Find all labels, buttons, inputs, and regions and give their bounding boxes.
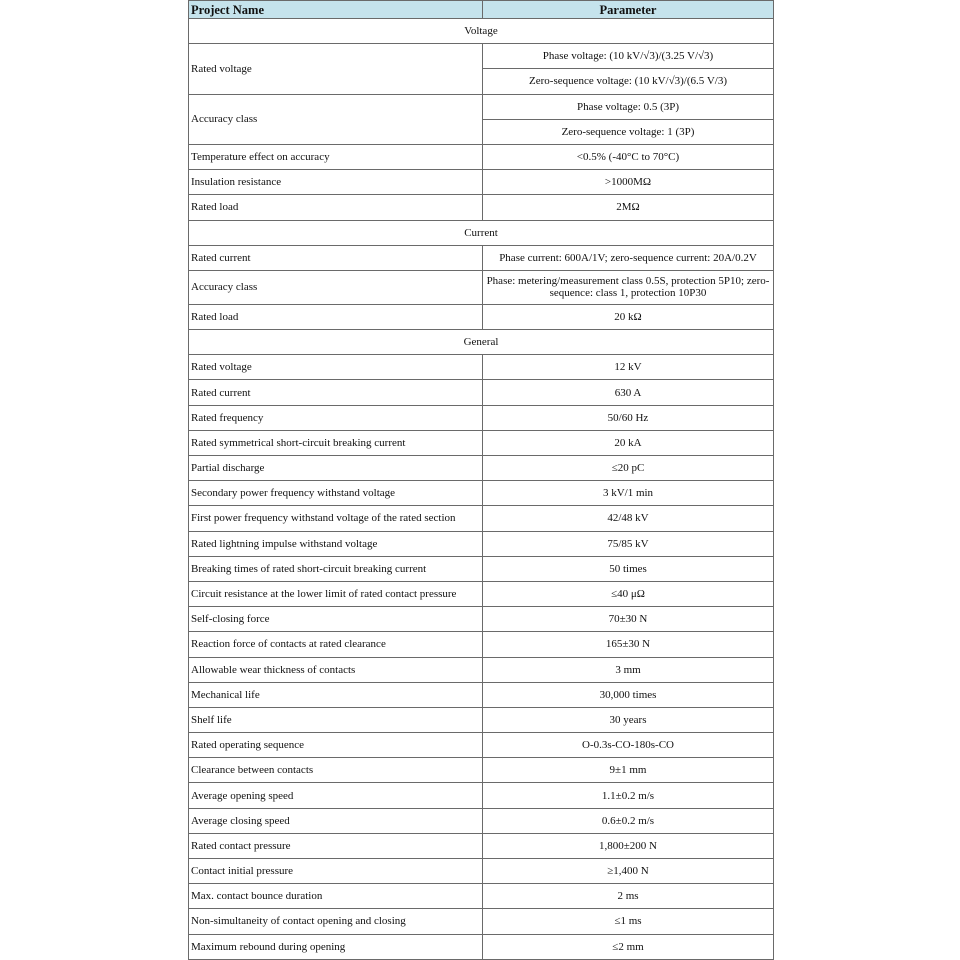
- row-label: Average opening speed: [189, 783, 483, 808]
- table-row: [189, 833, 774, 858]
- row-label: Mechanical life: [189, 682, 483, 707]
- row-value: Zero-sequence voltage: 1 (3P): [483, 119, 774, 144]
- row-label: Self-closing force: [189, 607, 483, 632]
- row-label: Rated voltage: [189, 355, 483, 380]
- section-current: Current: [189, 220, 774, 245]
- row-label: Breaking times of rated short-circuit breaking current: [189, 556, 483, 581]
- row-label: Maximum rebound during opening: [189, 934, 483, 959]
- table-row: [189, 808, 774, 833]
- row-value: 42/48 kV: [483, 506, 774, 531]
- table-row: [189, 245, 774, 270]
- row-label: Contact initial pressure: [189, 859, 483, 884]
- row-value: 20 kA: [483, 430, 774, 455]
- row-value: >1000MΩ: [483, 170, 774, 195]
- table-row: [189, 884, 774, 909]
- row-label: Max. contact bounce duration: [189, 884, 483, 909]
- row-label: Non-simultaneity of contact opening and closing: [189, 909, 483, 934]
- row-value: 3 mm: [483, 657, 774, 682]
- row-value: ≤20 pC: [483, 456, 774, 481]
- table-row: [189, 195, 774, 220]
- table-row: [189, 531, 774, 556]
- row-value: ≤2 mm: [483, 934, 774, 959]
- row-label: Accuracy class: [189, 270, 483, 304]
- table-row: [189, 456, 774, 481]
- row-value: 30,000 times: [483, 682, 774, 707]
- row-value: Phase voltage: 0.5 (3P): [483, 94, 774, 119]
- row-value: 70±30 N: [483, 607, 774, 632]
- row-label: Average closing speed: [189, 808, 483, 833]
- table-row: [189, 270, 774, 304]
- row-label: Rated load: [189, 195, 483, 220]
- table-row: [189, 707, 774, 732]
- row-label: Shelf life: [189, 707, 483, 732]
- table-row: [189, 758, 774, 783]
- row-value: 50 times: [483, 556, 774, 581]
- row-value: 165±30 N: [483, 632, 774, 657]
- row-value: 50/60 Hz: [483, 405, 774, 430]
- row-label: First power frequency withstand voltage of the rated section: [189, 506, 483, 531]
- row-value: 20 kΩ: [483, 304, 774, 329]
- table-row: [189, 682, 774, 707]
- table-row: [189, 859, 774, 884]
- table-row: [189, 934, 774, 959]
- row-value: ≤40 μΩ: [483, 581, 774, 606]
- table-row: [189, 783, 774, 808]
- row-label: Partial discharge: [189, 456, 483, 481]
- table-row: [189, 733, 774, 758]
- table-row: [189, 632, 774, 657]
- table-row: [189, 556, 774, 581]
- row-label: Rated frequency: [189, 405, 483, 430]
- row-value: Phase current: 600A/1V; zero-sequence current: 20A/0.2V: [483, 245, 774, 270]
- row-label: Secondary power frequency withstand voltage: [189, 481, 483, 506]
- row-label: Temperature effect on accuracy: [189, 144, 483, 169]
- row-label: Rated load: [189, 304, 483, 329]
- table-row: [189, 581, 774, 606]
- header-parameter: Parameter: [483, 1, 774, 19]
- row-value: 630 A: [483, 380, 774, 405]
- table-row: [189, 304, 774, 329]
- row-value: <0.5% (-40°C to 70°C): [483, 144, 774, 169]
- row-label: Circuit resistance at the lower limit of rated contact pressure: [189, 581, 483, 606]
- row-label: Clearance between contacts: [189, 758, 483, 783]
- row-value: 3 kV/1 min: [483, 481, 774, 506]
- row-label: Rated operating sequence: [189, 733, 483, 758]
- row-value: Phase: metering/measurement class 0.5S, protection 5P10; zero-sequence: class 1, protection 10P30: [483, 270, 774, 304]
- header-row: [189, 1, 774, 19]
- table-row: [189, 355, 774, 380]
- table-row: [189, 430, 774, 455]
- table-row: [189, 607, 774, 632]
- table-row: [189, 481, 774, 506]
- table-row: [189, 405, 774, 430]
- parameter-table: [188, 0, 774, 960]
- row-label: Rated lightning impulse withstand voltage: [189, 531, 483, 556]
- row-value: 2 ms: [483, 884, 774, 909]
- row-value: ≥1,400 N: [483, 859, 774, 884]
- row-value: Zero-sequence voltage: (10 kV/√3)/(6.5 V/3): [483, 69, 774, 94]
- row-label: Rated contact pressure: [189, 833, 483, 858]
- section-voltage: Voltage: [189, 19, 774, 44]
- row-label: Rated symmetrical short-circuit breaking current: [189, 430, 483, 455]
- table-row: [189, 144, 774, 169]
- section-general: General: [189, 330, 774, 355]
- row-label: Accuracy class: [189, 94, 483, 144]
- row-label: Insulation resistance: [189, 170, 483, 195]
- row-value: 9±1 mm: [483, 758, 774, 783]
- row-label: Rated voltage: [189, 44, 483, 94]
- table-row: [189, 380, 774, 405]
- row-label: Reaction force of contacts at rated clearance: [189, 632, 483, 657]
- row-value: 75/85 kV: [483, 531, 774, 556]
- row-value: 0.6±0.2 m/s: [483, 808, 774, 833]
- row-value: 1,800±200 N: [483, 833, 774, 858]
- row-label: Allowable wear thickness of contacts: [189, 657, 483, 682]
- row-value: 30 years: [483, 707, 774, 732]
- header-project-name: Project Name: [189, 1, 483, 19]
- table-row: [189, 657, 774, 682]
- table-row: [189, 909, 774, 934]
- row-value: 2MΩ: [483, 195, 774, 220]
- table-row: [189, 506, 774, 531]
- row-value: Phase voltage: (10 kV/√3)/(3.25 V/√3): [483, 44, 774, 69]
- table-row: [189, 170, 774, 195]
- row-value: 1.1±0.2 m/s: [483, 783, 774, 808]
- row-value: ≤1 ms: [483, 909, 774, 934]
- row-value: 12 kV: [483, 355, 774, 380]
- row-value: O-0.3s-CO-180s-CO: [483, 733, 774, 758]
- row-label: Rated current: [189, 380, 483, 405]
- row-label: Rated current: [189, 245, 483, 270]
